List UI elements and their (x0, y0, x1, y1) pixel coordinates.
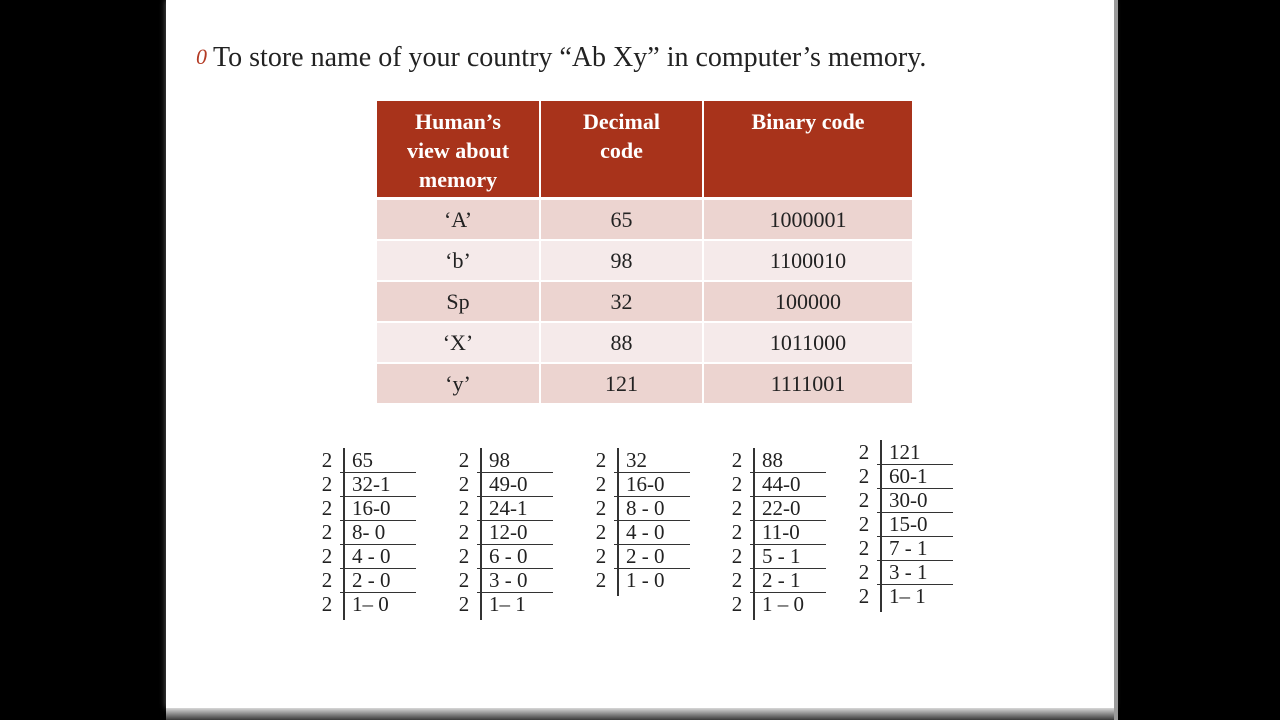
divisor: 2 (858, 584, 870, 608)
quotient-remainder: 4 - 0 (352, 544, 391, 568)
quotient-remainder: 98 (489, 448, 510, 472)
quotient-remainder: 32 (626, 448, 647, 472)
divisor: 2 (595, 568, 607, 592)
header-binary-code: Binary code (703, 101, 912, 199)
quotient-remainder: 49-0 (489, 472, 528, 496)
cell-binary: 100000 (703, 281, 912, 322)
divisor: 2 (458, 496, 470, 520)
cell-decimal: 65 (540, 199, 703, 241)
quotient-remainder: 12-0 (489, 520, 528, 544)
division-bar (480, 448, 482, 620)
quotient-remainder: 121 (889, 440, 921, 464)
cell-binary: 1000001 (703, 199, 912, 241)
divisor: 2 (458, 592, 470, 616)
divisor: 2 (731, 568, 743, 592)
divisor: 2 (321, 472, 333, 496)
quotient-remainder: 8 - 0 (626, 496, 665, 520)
divisor: 2 (321, 448, 333, 472)
divisor: 2 (321, 568, 333, 592)
cell-decimal: 121 (540, 363, 703, 403)
divisor: 2 (858, 512, 870, 536)
quotient-remainder: 32-1 (352, 472, 391, 496)
divisor: 2 (321, 496, 333, 520)
cell-decimal: 88 (540, 322, 703, 363)
cell-binary: 1011000 (703, 322, 912, 363)
quotient-remainder: 24-1 (489, 496, 528, 520)
divisor: 2 (321, 544, 333, 568)
divisor: 2 (595, 496, 607, 520)
table-row (377, 240, 912, 281)
divisor: 2 (731, 472, 743, 496)
quotient-remainder: 1 - 0 (626, 568, 665, 592)
cell-character: ‘A’ (377, 199, 540, 241)
cell-character: ‘b’ (377, 240, 540, 281)
quotient-remainder: 2 - 1 (762, 568, 801, 592)
divisor: 2 (731, 544, 743, 568)
quotient-remainder: 88 (762, 448, 783, 472)
quotient-remainder: 11-0 (762, 520, 800, 544)
divisor: 2 (731, 592, 743, 616)
bullet-point (196, 42, 926, 74)
quotient-remainder: 16-0 (352, 496, 391, 520)
cell-character: ‘X’ (377, 322, 540, 363)
cell-character: ‘y’ (377, 363, 540, 403)
divisor: 2 (731, 496, 743, 520)
divisor: 2 (595, 472, 607, 496)
division-bar (343, 448, 345, 620)
quotient-remainder: 16-0 (626, 472, 665, 496)
divisor: 2 (858, 560, 870, 584)
divisor: 2 (321, 592, 333, 616)
division-bar (617, 448, 619, 596)
divisor: 2 (731, 448, 743, 472)
quotient-remainder: 60-1 (889, 464, 928, 488)
slide-edge-right (1114, 0, 1118, 720)
ascii-code-table (377, 101, 912, 403)
divisor: 2 (858, 488, 870, 512)
divisor: 2 (858, 536, 870, 560)
cell-binary: 1100010 (703, 240, 912, 281)
cell-binary: 1111001 (703, 363, 912, 403)
quotient-remainder: 15-0 (889, 512, 928, 536)
cell-decimal: 98 (540, 240, 703, 281)
table-header-row (377, 101, 912, 199)
divisor: 2 (458, 544, 470, 568)
divisor: 2 (458, 448, 470, 472)
table-row (377, 199, 912, 241)
division-bar (753, 448, 755, 620)
slide-edge-bottom (166, 708, 1114, 720)
divisor: 2 (858, 440, 870, 464)
quotient-remainder: 1– 1 (889, 584, 926, 608)
quotient-remainder: 3 - 1 (889, 560, 928, 584)
cell-character: Sp (377, 281, 540, 322)
divisor: 2 (595, 520, 607, 544)
quotient-remainder: 2 - 0 (626, 544, 665, 568)
quotient-remainder: 44-0 (762, 472, 801, 496)
quotient-remainder: 30-0 (889, 488, 928, 512)
quotient-remainder: 4 - 0 (626, 520, 665, 544)
table-row (377, 322, 912, 363)
divisor: 2 (321, 520, 333, 544)
quotient-remainder: 8- 0 (352, 520, 386, 544)
quotient-remainder: 65 (352, 448, 373, 472)
quotient-remainder: 2 - 0 (352, 568, 391, 592)
bullet-text: To store name of your country “Ab Xy” in computer’s memory. (213, 42, 927, 73)
quotient-remainder: 7 - 1 (889, 536, 928, 560)
quotient-remainder: 6 - 0 (489, 544, 528, 568)
header-human-view: Human’s view about memory (377, 101, 540, 199)
quotient-remainder: 3 - 0 (489, 568, 528, 592)
division-bar (880, 440, 882, 612)
divisor: 2 (595, 448, 607, 472)
divisor: 2 (458, 472, 470, 496)
quotient-remainder: 1– 0 (352, 592, 389, 616)
bullet-marker: 0 (196, 44, 207, 69)
quotient-remainder: 1 – 0 (762, 592, 804, 616)
cell-decimal: 32 (540, 281, 703, 322)
divisor: 2 (458, 520, 470, 544)
table-row (377, 363, 912, 403)
header-decimal-code: Decimal code (540, 101, 703, 199)
divisor: 2 (731, 520, 743, 544)
divisor: 2 (858, 464, 870, 488)
table-row (377, 281, 912, 322)
quotient-remainder: 5 - 1 (762, 544, 801, 568)
divisor: 2 (595, 544, 607, 568)
quotient-remainder: 1– 1 (489, 592, 526, 616)
divisor: 2 (458, 568, 470, 592)
quotient-remainder: 22-0 (762, 496, 801, 520)
